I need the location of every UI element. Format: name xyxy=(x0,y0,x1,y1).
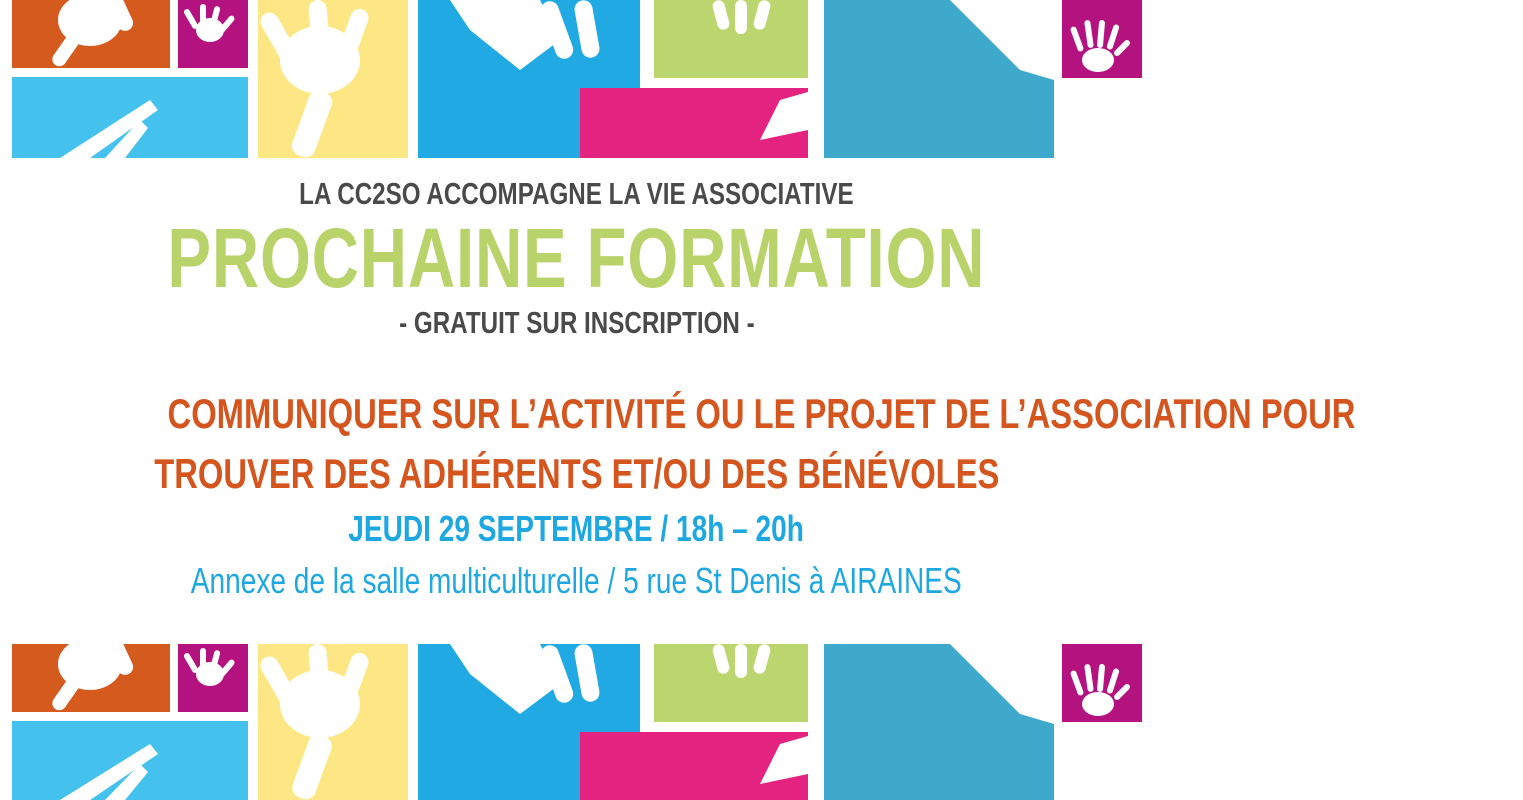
organizer-subtitle: LA CC2SO ACCOMPAGNE LA VIE ASSOCIATIVE xyxy=(299,176,854,211)
free-registration-tagline: - GRATUIT SUR INSCRIPTION - xyxy=(398,305,755,340)
bottom-hands-banner xyxy=(0,642,1153,800)
top-hands-banner xyxy=(0,0,1153,158)
event-date: JEUDI 29 SEPTEMBRE / 18h – 20h xyxy=(348,508,805,549)
hands-mosaic-bottom xyxy=(0,642,1153,800)
training-topic-line-1: COMMUNIQUER SUR L’ACTIVITÉ OU LE PROJET DE L’ASSOCIATION POUR xyxy=(167,390,1356,437)
hands-mosaic-top xyxy=(0,0,1153,158)
page-title: PROCHAINE FORMATION xyxy=(167,211,986,305)
training-topic-line-2: TROUVER DES ADHÉRENTS ET/OU DES BÉNÉVOLES xyxy=(153,450,1000,497)
event-location: Annexe de la salle multiculturelle / 5 rue St Denis à AIRAINES xyxy=(190,560,963,601)
